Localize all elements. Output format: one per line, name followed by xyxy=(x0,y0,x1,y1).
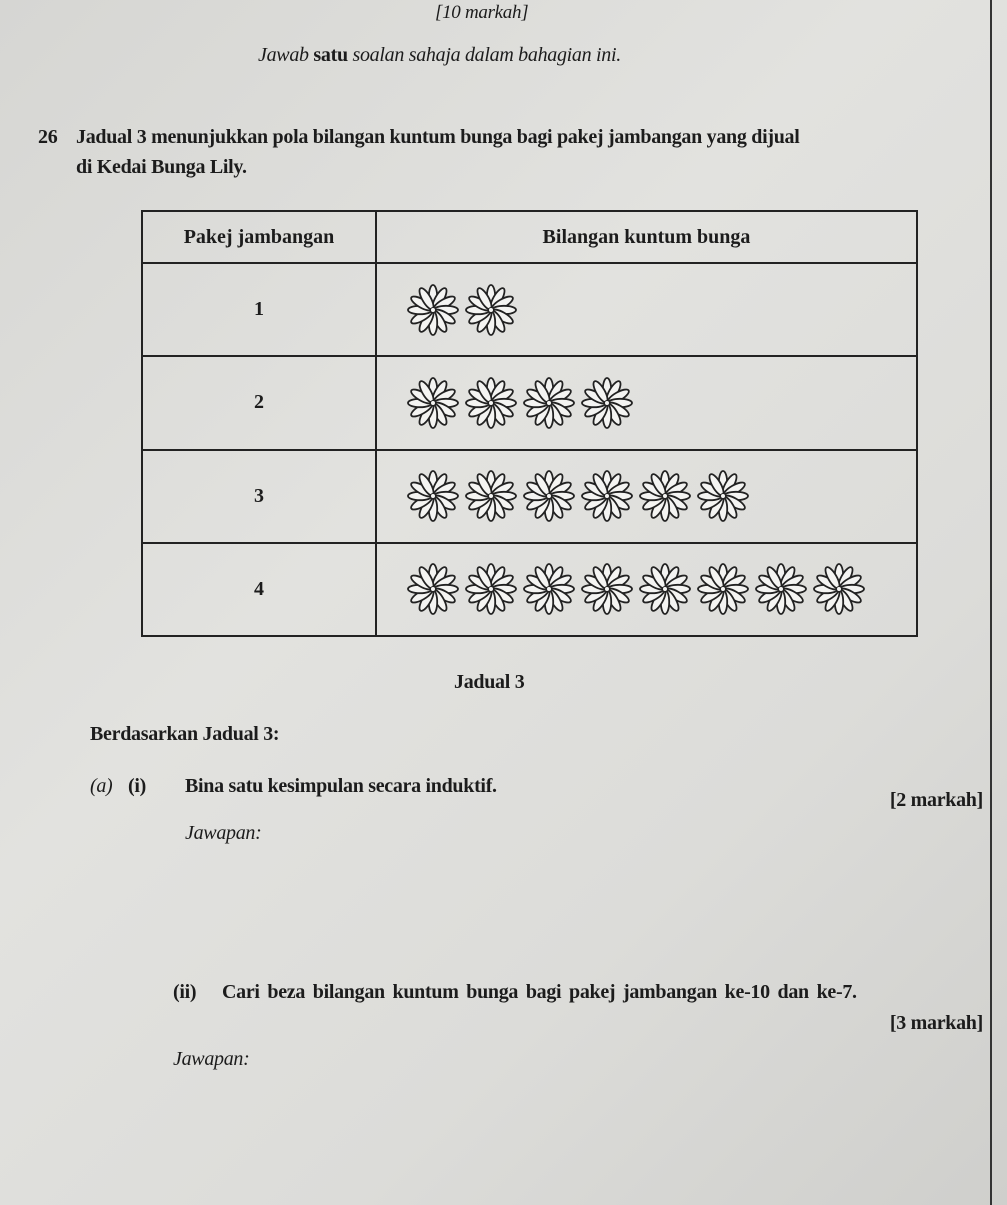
section-marks: [10 markah] xyxy=(435,2,529,23)
part-a-i-label: (i) xyxy=(128,775,146,797)
table-row xyxy=(142,263,917,356)
flower-center xyxy=(489,587,494,592)
part-a-ii-answer-label: Jawapan: xyxy=(173,1048,250,1070)
table-caption: Jadual 3 xyxy=(454,671,525,693)
flower-icon xyxy=(581,377,633,429)
flower-cell xyxy=(376,263,917,356)
flower-center xyxy=(489,307,494,312)
instruction-part3: soalan sahaja dalam bahagian ini. xyxy=(352,44,621,66)
flower-center xyxy=(605,400,610,405)
flower-icon xyxy=(465,563,517,615)
flower-center xyxy=(431,307,436,312)
flower-center xyxy=(431,400,436,405)
instruction-part2: satu xyxy=(313,44,348,66)
part-a-ii-label: (ii) xyxy=(173,981,197,1003)
flower-icon xyxy=(697,563,749,615)
part-a-i-marks xyxy=(890,789,983,812)
page-border-line xyxy=(990,0,992,1205)
flower-icon xyxy=(465,470,517,522)
section-instruction xyxy=(258,44,621,67)
marks-text: [2 markah] xyxy=(889,789,983,811)
flower-center xyxy=(721,587,726,592)
question-line1: Jadual 3 menunjukkan pola bilangan kuntum bunga bagi pakej jambangan yang dijual xyxy=(76,126,800,148)
flower-center xyxy=(431,494,436,499)
flower-icon xyxy=(523,563,575,615)
flower-icon xyxy=(581,563,633,615)
flower-center xyxy=(721,494,726,499)
flower-icon xyxy=(755,563,807,615)
flower-icon xyxy=(465,284,517,336)
flower-icon xyxy=(465,377,517,429)
based-on-text: Berdasarkan Jadual 3: xyxy=(90,723,280,745)
marks-text: [3 markah] xyxy=(889,1012,983,1034)
flower-icon xyxy=(407,377,459,429)
flower-center xyxy=(431,587,436,592)
table-row xyxy=(142,543,917,636)
header-package: Pakej jambangan xyxy=(142,211,376,263)
table-header-row xyxy=(142,211,917,263)
header-flowers: Bilangan kuntum bunga xyxy=(376,211,917,263)
part-a-label: (a) xyxy=(90,775,113,797)
part-a-ii-marks xyxy=(890,1012,983,1035)
part-a-i-text: Bina satu kesimpulan secara induktif. xyxy=(185,775,497,797)
flower-center xyxy=(547,587,552,592)
flower-table xyxy=(141,210,918,637)
table-row xyxy=(142,450,917,543)
flower-icon xyxy=(407,284,459,336)
flower-icon xyxy=(639,470,691,522)
flower-cell xyxy=(376,543,917,636)
instruction-part1: Jawab xyxy=(258,44,309,66)
flower-center xyxy=(605,587,610,592)
question-number: 26 xyxy=(38,126,58,148)
flower-center xyxy=(547,400,552,405)
flower-center xyxy=(663,587,668,592)
flower-center xyxy=(489,494,494,499)
flower-icon xyxy=(523,377,575,429)
flower-icon xyxy=(639,563,691,615)
flower-icon xyxy=(581,470,633,522)
flower-center xyxy=(663,494,668,499)
package-number: 1 xyxy=(142,263,376,356)
flower-center xyxy=(605,494,610,499)
part-a-i-answer-label: Jawapan: xyxy=(185,822,262,844)
question-line2: di Kedai Bunga Lily. xyxy=(76,156,247,178)
flower-center xyxy=(837,587,842,592)
flower-icon xyxy=(813,563,865,615)
flower-center xyxy=(779,587,784,592)
table-row xyxy=(142,356,917,449)
package-number: 2 xyxy=(142,356,376,449)
flower-icon xyxy=(407,563,459,615)
part-a-ii-text: Cari beza bilangan kuntum bunga bagi pakej jambangan ke-10 dan ke-7. xyxy=(222,981,857,1003)
flower-icon xyxy=(407,470,459,522)
flower-cell xyxy=(376,450,917,543)
package-number: 4 xyxy=(142,543,376,636)
flower-center xyxy=(547,494,552,499)
package-number: 3 xyxy=(142,450,376,543)
flower-icon xyxy=(697,470,749,522)
flower-center xyxy=(489,400,494,405)
flower-icon xyxy=(523,470,575,522)
flower-cell xyxy=(376,356,917,449)
